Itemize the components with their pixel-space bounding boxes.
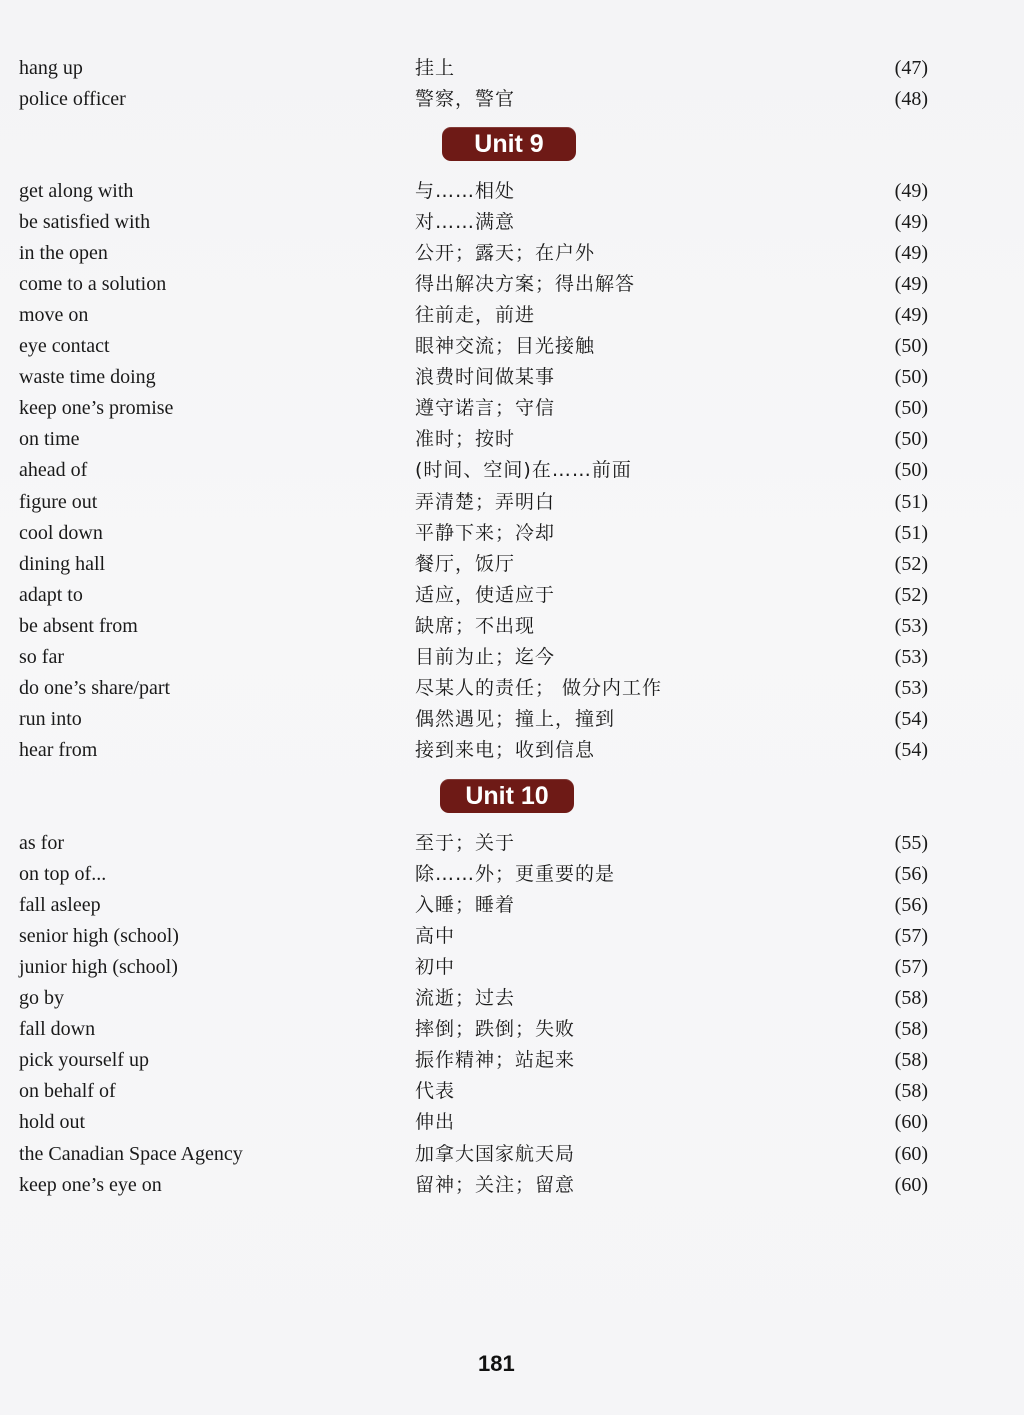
english-phrase: eye contact bbox=[19, 335, 110, 358]
page-number: 181 bbox=[478, 1351, 515, 1376]
chinese-meaning: 眼神交流；目光接触 bbox=[415, 335, 596, 358]
vocab-row bbox=[0, 300, 1024, 331]
vocab-row bbox=[0, 828, 1024, 859]
page-reference: (60) bbox=[894, 1142, 928, 1165]
english-phrase: cool down bbox=[19, 521, 103, 544]
english-phrase: ahead of bbox=[19, 459, 88, 482]
page-reference: (58) bbox=[894, 1080, 928, 1103]
english-phrase: dining hall bbox=[19, 552, 106, 575]
vocab-row bbox=[0, 735, 1024, 766]
english-phrase: go by bbox=[19, 987, 64, 1010]
unit-heading: Unit 9 bbox=[442, 127, 576, 161]
english-phrase: the Canadian Space Agency bbox=[19, 1142, 243, 1165]
vocab-row bbox=[0, 890, 1024, 921]
english-phrase: hear from bbox=[19, 738, 98, 761]
vocab-row bbox=[0, 673, 1024, 704]
english-phrase: junior high (school) bbox=[19, 956, 178, 979]
chinese-meaning: 代表 bbox=[415, 1080, 456, 1103]
english-phrase: in the open bbox=[19, 242, 108, 265]
english-phrase: figure out bbox=[19, 490, 98, 513]
unit-heading: Unit 10 bbox=[440, 779, 574, 813]
vocab-row bbox=[0, 176, 1024, 207]
chinese-meaning: 浪费时间做某事 bbox=[415, 366, 556, 389]
english-phrase: be absent from bbox=[19, 614, 138, 637]
vocab-row bbox=[0, 549, 1024, 580]
english-phrase: waste time doing bbox=[19, 366, 156, 389]
page-reference: (53) bbox=[894, 645, 928, 668]
page-reference: (58) bbox=[894, 1049, 928, 1072]
chinese-meaning: 缺席；不出现 bbox=[415, 614, 536, 637]
page-reference: (51) bbox=[894, 521, 928, 544]
page-reference: (55) bbox=[894, 832, 928, 854]
vocab-row bbox=[0, 455, 1024, 486]
english-phrase: keep one’s promise bbox=[19, 397, 174, 420]
english-phrase: come to a solution bbox=[19, 273, 167, 296]
page-reference: (50) bbox=[894, 428, 928, 451]
vocab-row bbox=[0, 238, 1024, 269]
chinese-meaning: 留神；关注；留意 bbox=[415, 1173, 576, 1196]
english-phrase: senior high (school) bbox=[19, 925, 179, 948]
page-reference: (58) bbox=[894, 1018, 928, 1041]
english-phrase: adapt to bbox=[19, 583, 83, 606]
vocab-row bbox=[0, 921, 1024, 952]
vocab-row bbox=[0, 424, 1024, 455]
english-phrase: so far bbox=[19, 645, 64, 668]
english-phrase: run into bbox=[19, 707, 82, 730]
page-reference: (53) bbox=[894, 676, 928, 699]
english-phrase: fall down bbox=[19, 1018, 96, 1041]
english-phrase: police officer bbox=[19, 88, 126, 111]
vocab-row bbox=[0, 1107, 1024, 1138]
page-reference: (53) bbox=[894, 614, 928, 637]
chinese-meaning: 振作精神；站起来 bbox=[415, 1049, 576, 1072]
vocab-row bbox=[0, 518, 1024, 549]
page-reference: (52) bbox=[894, 583, 928, 606]
english-phrase: on time bbox=[19, 428, 80, 451]
page-reference: (48) bbox=[894, 88, 928, 111]
page-reference: (49) bbox=[894, 304, 928, 327]
english-phrase: be satisfied with bbox=[19, 211, 151, 234]
english-phrase: as for bbox=[19, 832, 64, 854]
page-reference: (49) bbox=[894, 180, 928, 202]
page-reference: (56) bbox=[894, 863, 928, 886]
chinese-meaning: 适应，使适应于 bbox=[415, 583, 556, 606]
chinese-meaning: 流逝；过去 bbox=[415, 987, 516, 1010]
page-reference: (47) bbox=[894, 57, 928, 79]
vocab-row bbox=[0, 1014, 1024, 1045]
chinese-meaning: 入睡；睡着 bbox=[415, 894, 516, 917]
english-phrase: move on bbox=[19, 304, 89, 327]
english-phrase: get along with bbox=[19, 180, 134, 202]
english-phrase: on behalf of bbox=[19, 1080, 116, 1103]
vocab-row bbox=[0, 1139, 1024, 1170]
chinese-meaning: 目前为止；迄今 bbox=[415, 645, 556, 668]
page-reference: (50) bbox=[894, 397, 928, 420]
page-reference: (54) bbox=[894, 707, 928, 730]
vocab-row bbox=[0, 704, 1024, 735]
chinese-meaning: 偶然遇见；撞上，撞到 bbox=[415, 707, 616, 730]
vocab-row bbox=[0, 207, 1024, 238]
chinese-meaning: 初中 bbox=[415, 956, 456, 979]
vocab-row bbox=[0, 84, 1024, 115]
chinese-meaning: 对……满意 bbox=[415, 211, 516, 234]
chinese-meaning: 弄清楚；弄明白 bbox=[415, 490, 556, 513]
page-reference: (51) bbox=[894, 490, 928, 513]
page-reference: (60) bbox=[894, 1111, 928, 1134]
chinese-meaning: 往前走，前进 bbox=[415, 304, 536, 327]
chinese-meaning: 准时；按时 bbox=[415, 428, 516, 451]
english-phrase: pick yourself up bbox=[19, 1049, 149, 1072]
vocab-row bbox=[0, 487, 1024, 518]
page-reference: (50) bbox=[894, 335, 928, 358]
chinese-meaning: 平静下来；冷却 bbox=[415, 521, 556, 544]
vocab-row bbox=[0, 1076, 1024, 1107]
chinese-meaning: 高中 bbox=[415, 925, 456, 948]
page-reference: (56) bbox=[894, 894, 928, 917]
vocab-row bbox=[0, 362, 1024, 393]
vocab-row bbox=[0, 331, 1024, 362]
chinese-meaning: 餐厅，饭厅 bbox=[415, 552, 516, 575]
chinese-meaning: 加拿大国家航天局 bbox=[415, 1142, 576, 1165]
english-phrase: on top of... bbox=[19, 863, 107, 886]
page-reference: (49) bbox=[894, 242, 928, 265]
page-reference: (57) bbox=[894, 956, 928, 979]
chinese-meaning: 至于；关于 bbox=[415, 832, 516, 854]
chinese-meaning: 与……相处 bbox=[415, 180, 516, 202]
chinese-meaning: 尽某人的责任； 做分内工作 bbox=[415, 676, 663, 699]
vocab-row bbox=[0, 952, 1024, 983]
english-phrase: keep one’s eye on bbox=[19, 1173, 162, 1196]
page-reference: (49) bbox=[894, 273, 928, 296]
page-reference: (57) bbox=[894, 925, 928, 948]
english-phrase: do one’s share/part bbox=[19, 676, 171, 699]
page-reference: (54) bbox=[894, 738, 928, 761]
page-reference: (50) bbox=[894, 366, 928, 389]
page-reference: (49) bbox=[894, 211, 928, 234]
chinese-meaning: 得出解决方案；得出解答 bbox=[415, 273, 636, 296]
chinese-meaning: 挂上 bbox=[415, 57, 456, 79]
english-phrase: hang up bbox=[19, 57, 83, 79]
chinese-meaning: 除……外；更重要的是 bbox=[415, 863, 616, 886]
vocab-row bbox=[0, 1170, 1024, 1201]
vocab-row bbox=[0, 53, 1024, 84]
vocab-row bbox=[0, 642, 1024, 673]
chinese-meaning: 接到来电；收到信息 bbox=[415, 738, 596, 761]
chinese-meaning: 伸出 bbox=[415, 1111, 456, 1134]
chinese-meaning: 公开；露天；在户外 bbox=[415, 242, 596, 265]
chinese-meaning: 摔倒；跌倒；失败 bbox=[415, 1018, 576, 1041]
vocab-row bbox=[0, 859, 1024, 890]
english-phrase: fall asleep bbox=[19, 894, 101, 917]
english-phrase: hold out bbox=[19, 1111, 86, 1134]
chinese-meaning: 警察，警官 bbox=[415, 88, 516, 111]
page-reference: (52) bbox=[894, 552, 928, 575]
vocab-row bbox=[0, 393, 1024, 424]
vocab-row bbox=[0, 611, 1024, 642]
vocab-row bbox=[0, 269, 1024, 300]
chinese-meaning: 遵守诺言；守信 bbox=[415, 397, 556, 420]
vocab-row bbox=[0, 1045, 1024, 1076]
page-reference: (60) bbox=[894, 1173, 928, 1196]
page-reference: (50) bbox=[894, 459, 928, 482]
vocab-row bbox=[0, 580, 1024, 611]
page-reference: (58) bbox=[894, 987, 928, 1010]
vocab-row bbox=[0, 983, 1024, 1014]
chinese-meaning: (时间、空间)在……前面 bbox=[415, 459, 632, 482]
